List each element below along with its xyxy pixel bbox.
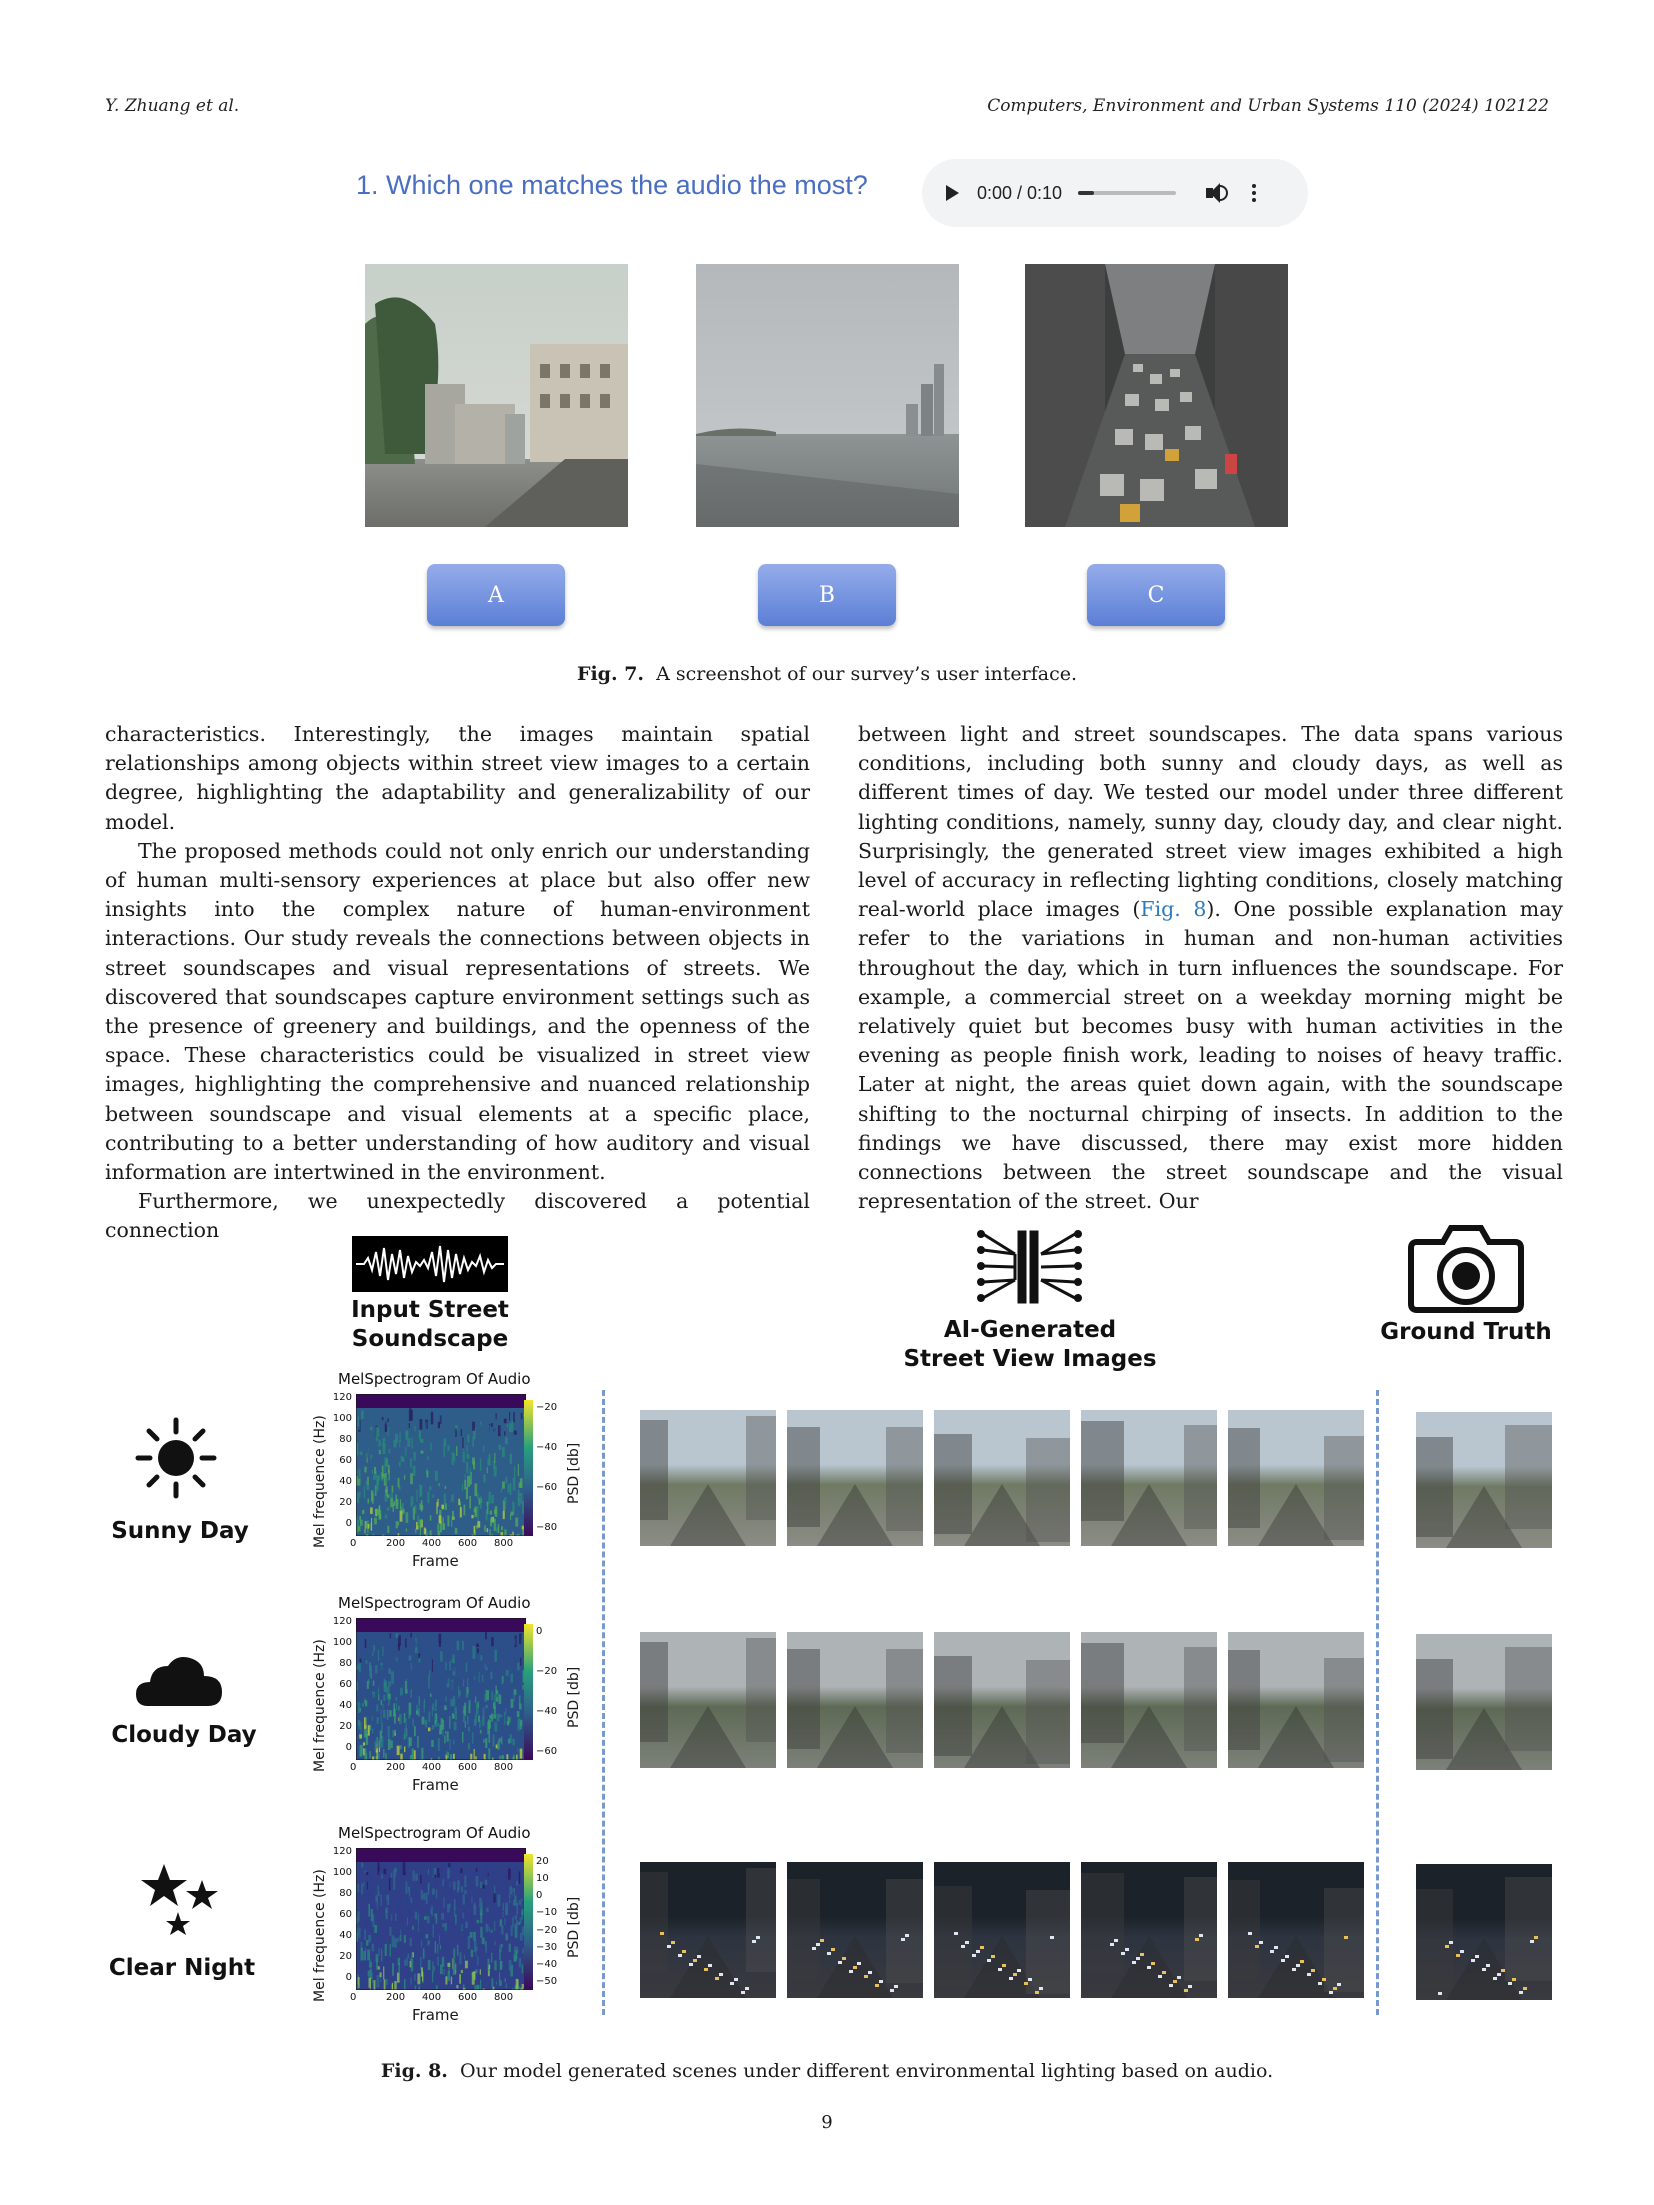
- spectrogram-title: MelSpectrogram Of Audio: [338, 1824, 531, 1842]
- audio-time: 0:00 / 0:10: [977, 182, 1063, 203]
- spectrogram-plot: [356, 1848, 526, 1990]
- ground-truth-image: [1416, 1412, 1552, 1548]
- colorbar-tick-label: −10: [536, 1907, 558, 1919]
- generated-street-view-image: [1081, 1862, 1217, 1998]
- colorbar-tick-label: 20: [536, 1856, 549, 1867]
- colorbar: [524, 1854, 533, 1990]
- option-a-button[interactable]: A: [427, 564, 565, 626]
- fig8-caption-label: Fig. 8.: [380, 2060, 448, 2082]
- colorbar-tick-label: −40: [536, 1706, 558, 1717]
- x-tick-label: 0: [350, 1762, 357, 1773]
- spectrogram-y-label: Mel frequence (Hz): [312, 1415, 328, 1548]
- colorbar-tick-label: −40: [536, 1958, 558, 1970]
- y-tick-label: 100: [332, 1637, 352, 1648]
- mel-spectrogram-panel: [300, 1370, 590, 1570]
- more-options-icon[interactable]: [1252, 184, 1256, 202]
- spectrogram-x-label: Frame: [412, 1552, 459, 1570]
- fig8-caption-text: Our model generated scenes under different environmental lighting based on audio.: [460, 2060, 1274, 2082]
- y-tick-label: 100: [332, 1867, 352, 1878]
- stars-icon: [140, 1862, 224, 1940]
- generated-street-view-image: [934, 1632, 1070, 1768]
- colorbar-tick-label: 0: [536, 1890, 543, 1902]
- fig7-caption-label: Fig. 7.: [576, 663, 645, 685]
- audio-progress-slider[interactable]: [1078, 191, 1176, 195]
- generated-street-view-image: [1228, 1410, 1364, 1546]
- fig8-reference-link[interactable]: Fig. 8: [1140, 897, 1207, 922]
- colorbar-label: PSD [db]: [566, 1442, 582, 1504]
- x-tick-label: 200: [386, 1538, 406, 1549]
- y-tick-label: 40: [339, 1930, 352, 1941]
- spectrogram-plot: [356, 1618, 526, 1760]
- colorbar-tick-label: −30: [536, 1941, 558, 1953]
- paragraph: Furthermore, we unexpectedly discovered a potential connection: [105, 1189, 810, 1243]
- y-tick-label: 0: [345, 1972, 352, 1983]
- y-tick-label: 20: [339, 1497, 352, 1508]
- colorbar-tick-label: −20: [536, 1402, 558, 1413]
- y-tick-label: 100: [332, 1413, 352, 1424]
- x-tick-label: 0: [350, 1992, 357, 2003]
- running-header-authors: Y. Zhuang et al.: [105, 96, 240, 116]
- x-tick-label: 200: [386, 1762, 406, 1773]
- x-tick-label: 0: [350, 1538, 357, 1549]
- colorbar-tick-label: −20: [536, 1924, 558, 1936]
- y-tick-label: 80: [339, 1434, 352, 1445]
- colorbar-tick-label: −80: [536, 1522, 558, 1533]
- play-icon[interactable]: [946, 185, 959, 201]
- colorbar-tick-label: −60: [536, 1482, 558, 1493]
- y-tick-label: 40: [339, 1476, 352, 1487]
- colorbar-tick-label: 0: [536, 1626, 543, 1637]
- colorbar-tick-label: 10: [536, 1873, 549, 1885]
- body-column-left: [105, 720, 810, 1246]
- x-tick-label: 800: [494, 1762, 514, 1773]
- mel-spectrogram-panel: [300, 1594, 590, 1794]
- ground-truth-image: [1416, 1634, 1552, 1770]
- mel-spectrogram-panel: [300, 1824, 590, 2024]
- x-tick-label: 600: [458, 1538, 478, 1549]
- colorbar-tick-label: −60: [536, 1746, 558, 1757]
- generated-street-view-image: [934, 1410, 1070, 1546]
- generated-street-view-image: [934, 1862, 1070, 1998]
- x-tick-label: 600: [458, 1992, 478, 2003]
- condition-label-night: Clear Night: [108, 1955, 256, 1981]
- fig7-caption: [0, 663, 1654, 685]
- generated-street-view-image: [1081, 1632, 1217, 1768]
- y-tick-label: 20: [339, 1951, 352, 1962]
- x-tick-label: 400: [422, 1992, 442, 2003]
- running-header-journal: Computers, Environment and Urban Systems 110 (2024) 102122: [987, 96, 1549, 116]
- generated-street-view-image: [787, 1632, 923, 1768]
- y-tick-label: 0: [345, 1742, 352, 1753]
- paragraph: between light and street soundscapes. The data spans various conditions, including both sunny and cloudy days, as well as different times of day. We tested our model under three different lighting conditions, namely, sunny day, cloudy day, and clear night. Surprisingly, the generated street view images exhibited a high level of accuracy in reflecting lighting conditions, closely matching real-world place images (Fig. 8). One possible explanation may refer to the variations in human and non-human activities throughout the day, which in turn influences the soundscape. For example, a commercial street on a weekday morning might be relatively quiet but becomes busy with human activities in the evening as people finish work, leading to noises of heavy traffic. Later at night, the areas quiet down again, with the soundscape shifting to the nocturnal chirping of insects. In addition to the findings we have discussed, there may exist more hidden connections between the street soundscape and the visual representation of the street. Our: [858, 722, 1563, 1214]
- ground-truth-title: Ground Truth: [1380, 1319, 1552, 1345]
- page-number: 9: [821, 2112, 833, 2133]
- street-plaza-photo: [365, 264, 628, 527]
- x-tick-label: 800: [494, 1538, 514, 1549]
- spectrogram-y-label: Mel frequence (Hz): [312, 1869, 328, 2002]
- y-tick-label: 60: [339, 1679, 352, 1690]
- generated-street-view-image: [787, 1410, 923, 1546]
- spectrogram-x-label: Frame: [412, 1776, 459, 1794]
- generated-street-view-image: [787, 1862, 923, 1998]
- survey-question: 1. Which one matches the audio the most?: [356, 170, 868, 200]
- generated-street-view-image: [1081, 1410, 1217, 1546]
- spectrogram-plot: [356, 1394, 526, 1536]
- ai-generated-title: AI-Generated Street View Images: [903, 1317, 1157, 1372]
- x-tick-label: 800: [494, 1992, 514, 2003]
- camera-icon: [1407, 1222, 1525, 1314]
- spectrogram-title: MelSpectrogram Of Audio: [338, 1370, 531, 1388]
- paragraph: characteristics. Interestingly, the images maintain spatial relationships among objects within street view images to a certain degree, highlighting the adaptability and generalizability of our model.: [105, 722, 810, 834]
- y-tick-label: 40: [339, 1700, 352, 1711]
- condition-label-sunny: Sunny Day: [111, 1518, 249, 1544]
- y-tick-label: 60: [339, 1909, 352, 1920]
- overcast-open-ground-photo: [696, 264, 959, 527]
- audio-player[interactable]: [922, 159, 1308, 227]
- option-b-button[interactable]: B: [758, 564, 896, 626]
- generated-street-view-image: [1228, 1862, 1364, 1998]
- y-tick-label: 0: [345, 1518, 352, 1529]
- y-tick-label: 80: [339, 1658, 352, 1669]
- colorbar-label: PSD [db]: [566, 1666, 582, 1728]
- dense-traffic-street-photo: [1025, 264, 1288, 527]
- colorbar: [524, 1624, 533, 1760]
- x-tick-label: 400: [422, 1762, 442, 1773]
- y-tick-label: 20: [339, 1721, 352, 1732]
- fig7-caption-text: A screenshot of our survey’s user interface.: [656, 663, 1078, 685]
- colorbar: [524, 1400, 533, 1536]
- y-tick-label: 60: [339, 1455, 352, 1466]
- x-tick-label: 200: [386, 1992, 406, 2003]
- x-tick-label: 600: [458, 1762, 478, 1773]
- cloud-icon: [134, 1652, 224, 1708]
- spectrogram-x-label: Frame: [412, 2006, 459, 2024]
- y-tick-label: 80: [339, 1888, 352, 1899]
- paragraph: The proposed methods could not only enrich our understanding of human multi-sensory experiences at place but also offer new insights into the complex nature of human-environment interactions. Our study reveals the connections between objects in street soundscapes and visual representations of streets. We discovered that soundscapes capture environment settings such as the presence of greenery and buildings, and the openness of the space. These characteristics could be visualized in street view images, highlighting the comprehensive and nuanced relationship between soundscape and visual elements at a specific place, contributing to a better understanding of how auditory and visual information are intertwined in the environment.: [105, 838, 810, 1185]
- colorbar-tick-label: −40: [536, 1442, 558, 1453]
- generated-street-view-image: [640, 1632, 776, 1768]
- y-tick-label: 120: [332, 1616, 352, 1627]
- separator-line: [602, 1390, 605, 2015]
- spectrogram-y-label: Mel frequence (Hz): [312, 1639, 328, 1772]
- generated-street-view-image: [640, 1410, 776, 1546]
- x-tick-label: 400: [422, 1538, 442, 1549]
- volume-icon[interactable]: [1206, 182, 1228, 204]
- generated-street-view-image: [640, 1862, 776, 1998]
- y-tick-label: 120: [332, 1392, 352, 1403]
- colorbar-tick-label: −50: [536, 1976, 558, 1987]
- fig8-caption: [0, 2060, 1654, 2082]
- waveform-icon: [352, 1236, 508, 1292]
- neural-network-icon: [975, 1224, 1085, 1310]
- generated-street-view-image: [1228, 1632, 1364, 1768]
- y-tick-label: 120: [332, 1846, 352, 1857]
- spectrogram-title: MelSpectrogram Of Audio: [338, 1594, 531, 1612]
- option-c-button[interactable]: C: [1087, 564, 1225, 626]
- input-soundscape-title: Input Street Soundscape: [351, 1297, 509, 1352]
- colorbar-tick-label: −20: [536, 1666, 558, 1677]
- condition-label-cloudy: Cloudy Day: [111, 1722, 257, 1748]
- colorbar-label: PSD [db]: [566, 1896, 582, 1958]
- ground-truth-image: [1416, 1864, 1552, 2000]
- separator-line: [1376, 1390, 1379, 2015]
- body-column-right: [858, 720, 1563, 1216]
- sun-icon: [134, 1416, 218, 1500]
